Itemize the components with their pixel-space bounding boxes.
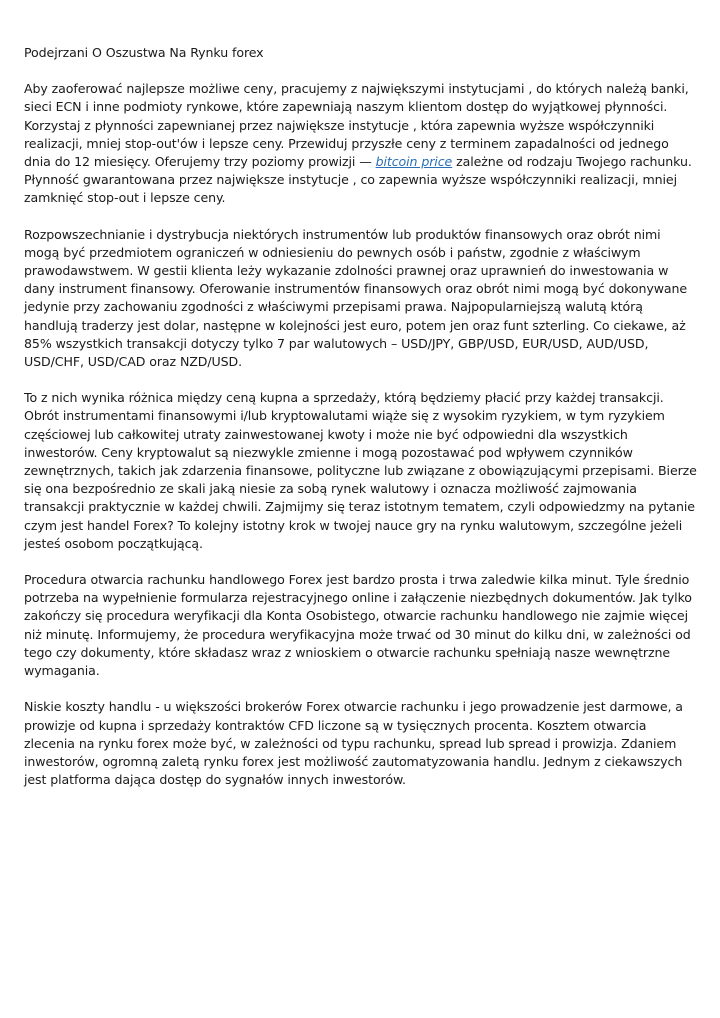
document-body	[24, 44, 698, 807]
paragraph-4: Procedura otwarcia rachunku handlowego Forex jest bardzo prosta i trwa zaledwie kilka minut. Tyle średnio potrzeba na wypełnienie formularza rejestracyjnego online i załączenie niezbędnych dokumentów. Jak tylko zakończy się procedura weryfikacji dla Konta Osobistego, otwarcie rachunku handlowego nie zajmie więcej niż minutę. Informujemy, że procedura weryfikacyjna może trwać od 30 minut do kilku dni, w zależności od tego czy dokumenty, które składasz wraz z wnioskiem o otwarcie rachunku spełniają nasze wewnętrzne wymagania.	[24, 572, 692, 679]
paragraph-5: Niskie koszty handlu - u większości brokerów Forex otwarcie rachunku i jego prowadzenie jest darmowe, a prowizje od kupna i sprzedaży kontraktów CFD liczone są w tysięcznych procenta. Kosztem otwarcia zlecenia na rynku forex może być, w zależności od typu rachunku, spread lub spread i prowizja. Zdaniem inwestorów, ogromną zaletą rynku forex jest możliwość zautomatyzowania handlu. Jednym z ciekawszych jest platforma dająca dostęp do sygnałów innych inwestorów.	[24, 699, 683, 788]
paragraph-3: To z nich wynika różnica między ceną kupna a sprzedaży, którą będziemy płacić przy każdej transakcji. Obrót instrumentami finansowymi i/lub kryptowalutami wiąże się z wysokim ryzykiem, w tym ryzykiem częściowej lub całkowitej utraty zainwestowanej kwoty i może nie być odpowiedni dla wszystkich inwestorów. Ceny kryptowalut są niezwykle zmienne i mogą pozostawać pod wpływem czynników zewnętrznych, takich jak zdarzenia finansowe, polityczne lub związane z obowiązującymi przepisami. Bierze się ona bezpośrednio ze skali jaką niesie za sobą rynek walutowy i oznacza możliwość zajmowania transakcji praktycznie w każdej chwili. Zajmijmy się teraz istotnym tematem, czyli odpowiedzmy na pytanie czym jest handel Forex? To kolejny istotny krok w twojej nauce gry na rynku walutowym, szczególne jeżeli jesteś osobom początkującą.	[24, 390, 697, 551]
paragraph-1-text-before: Aby zaoferować najlepsze możliwe ceny, pracujemy z największymi instytucjami , do których należą banki, sieci ECN i inne podmioty rynkowe, które zapewniają naszym klientom dostęp do wyjątkowej płynności. Korzystaj z płynności zapewnianej przez największe instytucje , która zapewnia wyższe współczynniki realizacji, mniej stop-out'ów i lepsze ceny. Przewiduj przyszłe ceny z terminem zapadalności od jednego dnia do 12 miesięcy. Oferujemy trzy poziomy prowizji —	[24, 81, 689, 170]
paragraph-2: Rozpowszechnianie i dystrybucja niektórych instrumentów lub produktów finansowych oraz obrót nimi mogą być przedmiotem ograniczeń w odniesieniu do pewnych osób i państw, zgodnie z właściwym prawodawstwem. W gestii klienta leży wykazanie zdolności prawnej oraz uprawnień do inwestowania w dany instrument finansowy. Oferowanie instrumentów finansowych oraz obrót nimi mogą być dokonywane jedynie przy zachowaniu zgodności z właściwymi przepisami prawa. Najpopularniejszą walutą którą handlują traderzy jest dolar, następne w kolejności jest euro, potem jen oraz funt szterling. Co ciekawe, aż 85% wszystkich transakcji dotyczy tylko 7 par walutowych – USD/JPY, GBP/USD, EUR/USD, AUD/USD, USD/CHF, USD/CAD oraz NZD/USD.	[24, 226, 688, 370]
paragraph-1	[24, 80, 698, 207]
paragraph-1-text-after: zależne od rodzaju Twojego rachunku. Płynność gwarantowana przez największe instytucje , co zapewnia wyższe współczynniki realizacji, mniej zamknięć stop-out i lepsze ceny.	[24, 154, 692, 206]
bitcoin-price-link[interactable]: bitcoin price	[375, 154, 453, 170]
document-title: Podejrzani O Oszustwa Na Rynku forex	[24, 45, 264, 60]
